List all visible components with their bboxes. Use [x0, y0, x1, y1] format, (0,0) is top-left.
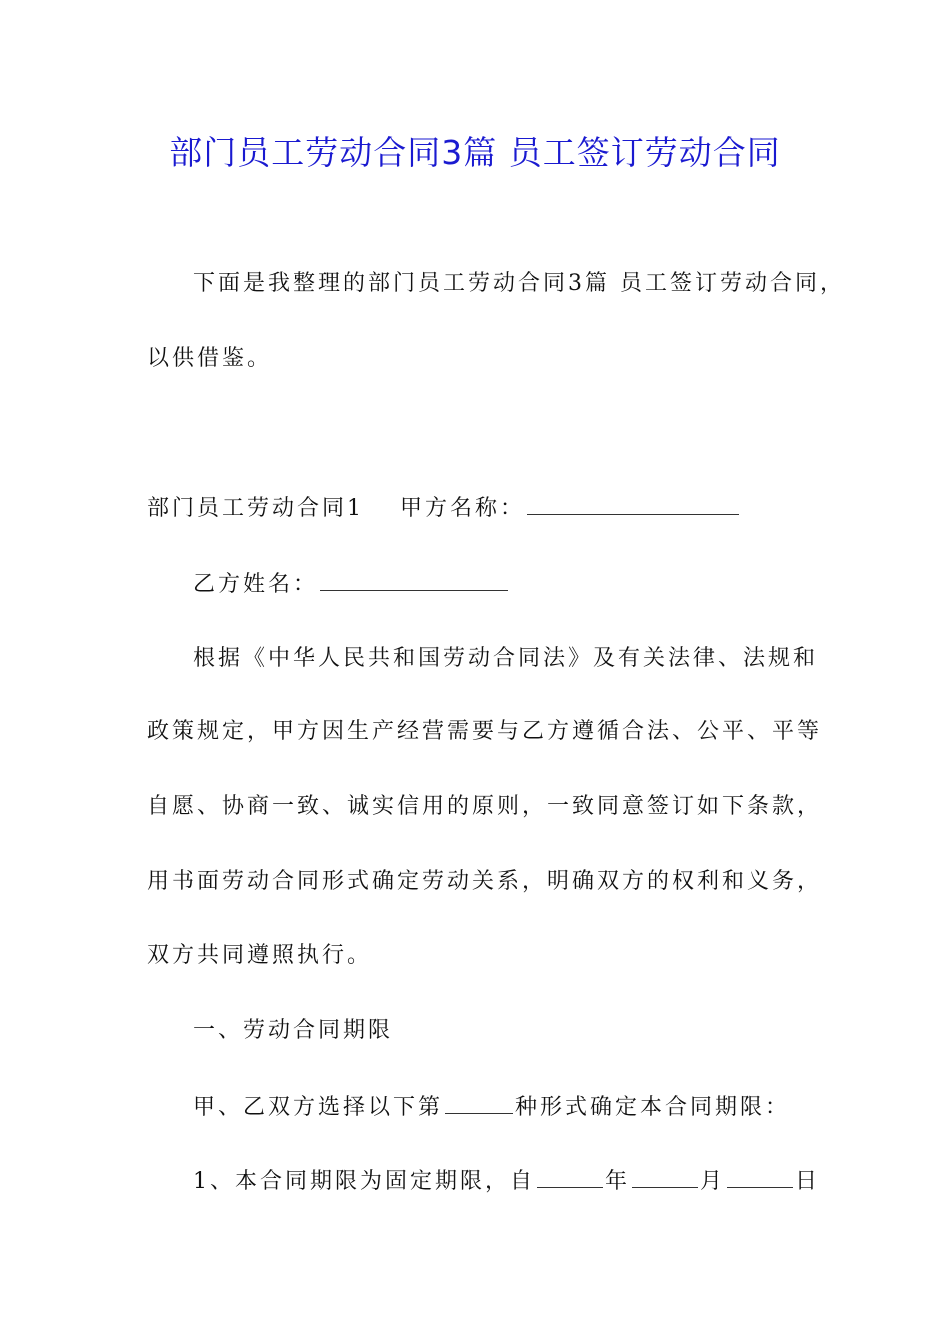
party-a-blank	[527, 492, 739, 515]
item-1-year-blank	[537, 1165, 603, 1188]
section-heading: 部门员工劳动合同1	[147, 496, 364, 521]
item-1-day-blank	[727, 1165, 793, 1188]
clause-1-choice-blank	[445, 1091, 513, 1114]
clause-1-select-row	[193, 1091, 790, 1124]
clause-1-select-suffix: 种形式确定本合同期限：	[515, 1095, 791, 1120]
item-1-year: 年	[605, 1169, 631, 1194]
body-line-1: 根据《中华人民共和国劳动合同法》及有关法律、法规和	[193, 646, 819, 671]
party-b-row	[193, 568, 510, 601]
body-line-5: 双方共同遵照执行。	[147, 943, 373, 968]
item-1-row	[193, 1165, 820, 1198]
document-title: 部门员工劳动合同3篇 员工签订劳动合同	[169, 133, 781, 172]
contract-header-row	[147, 492, 741, 525]
body-line-4: 用书面劳动合同形式确定劳动关系，明确双方的权利和义务，	[147, 869, 823, 894]
intro-line-2: 以供借鉴。	[147, 346, 273, 371]
intro-line-1: 下面是我整理的部门员工劳动合同3篇 员工签订劳动合同，	[193, 271, 845, 296]
party-b-label: 乙方姓名：	[193, 572, 319, 597]
item-1-month-blank	[632, 1165, 698, 1188]
party-a-label: 甲方名称：	[400, 496, 526, 521]
clause-1-heading: 一、劳动合同期限	[193, 1018, 394, 1043]
item-1-month: 月	[700, 1169, 726, 1194]
party-b-blank	[320, 568, 508, 591]
clause-1-select-prefix: 甲、乙双方选择以下第	[193, 1095, 444, 1120]
item-1-day: 日	[795, 1169, 821, 1194]
item-1-prefix: 1、本合同期限为固定期限，自	[193, 1169, 535, 1194]
body-line-3: 自愿、协商一致、诚实信用的原则，一致同意签订如下条款，	[147, 794, 823, 819]
body-line-2: 政策规定，甲方因生产经营需要与乙方遵循合法、公平、平等	[147, 719, 823, 744]
